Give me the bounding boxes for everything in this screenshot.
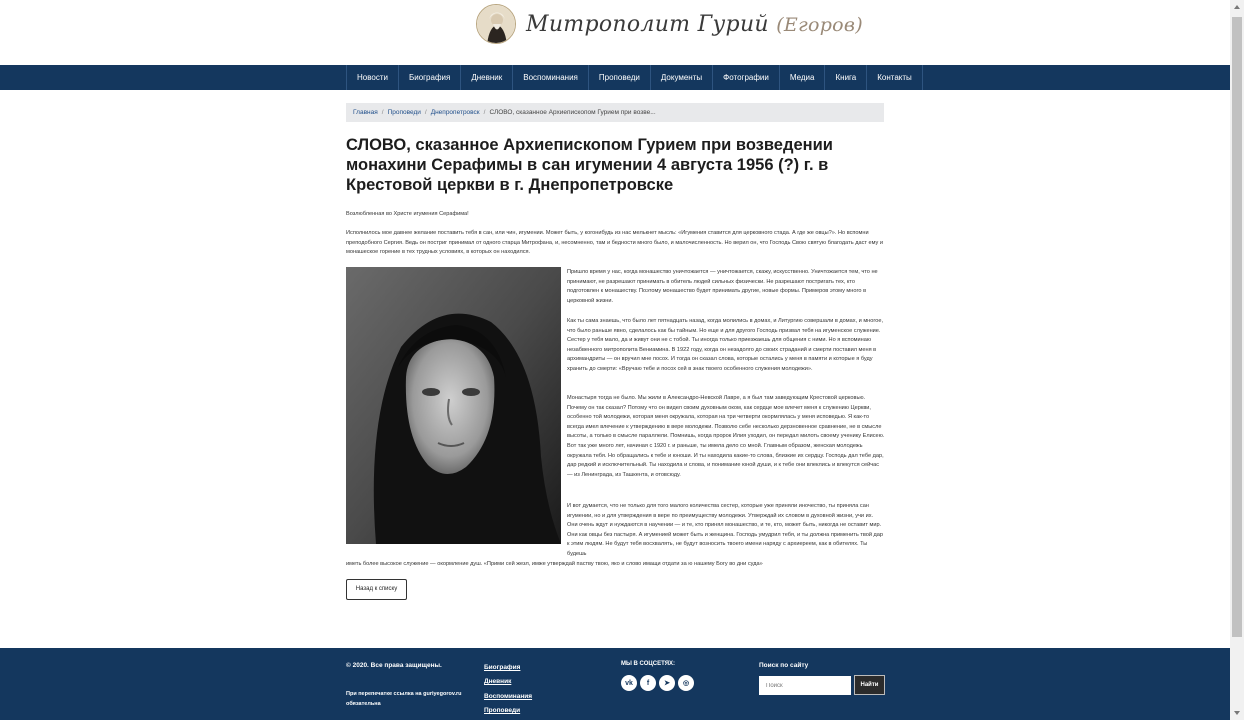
- nav-item-book[interactable]: Книга: [825, 65, 867, 90]
- breadcrumb-separator: /: [381, 109, 384, 116]
- scroll-down-icon[interactable]: [1230, 706, 1244, 720]
- footer-links: [484, 661, 532, 718]
- footer-social-title: МЫ В СОЦСЕТЯХ:: [621, 661, 676, 667]
- article-title: СЛОВО, сказанное Архиепископом Гурием при возведении монахини Серафимы в сан игумении 4 августа 1956 (?) г. в Крестовой церкви в г. Днепропетровске: [346, 136, 833, 194]
- nav-item-news[interactable]: Новости: [347, 65, 399, 90]
- nav-item-media[interactable]: Медиа: [780, 65, 826, 90]
- article-greeting: Возлюбленная во Христе игумения Серафима!: [346, 211, 469, 217]
- footer-copyright: © 2020. Все права защищены.: [346, 662, 442, 669]
- telegram-icon[interactable]: ➤: [659, 675, 675, 691]
- footer-link-sermons[interactable]: Проповеди: [484, 706, 521, 714]
- breadcrumb-separator: /: [483, 109, 486, 116]
- article-paragraph: Пришло время у нас, когда монашество уничтожается — уничтожается, скажу, искусственно. Уничтожается тем, что не принимают, не разрешают принимать в обитель людей сильных физически. Не разрешают постригать тех, кто подготовлен к монашеству. Поэтому монашество будет принимать другие, новые формы. Примеров этому много в церковной жизни.: [567, 269, 878, 304]
- footer-search-title: Поиск по сайту: [759, 662, 809, 669]
- logo-text: [526, 12, 863, 37]
- logo-name: Митрополит Гурий: [526, 11, 769, 37]
- breadcrumb-current: СЛОВО, сказанное Архиепископом Гурием при возве...: [489, 109, 656, 116]
- scroll-up-icon[interactable]: [1230, 0, 1244, 14]
- nav-items: [346, 65, 923, 90]
- facebook-icon[interactable]: f: [640, 675, 656, 691]
- footer-social-icons: [621, 675, 694, 691]
- logo-surname: (Егоров): [776, 13, 863, 36]
- nav-item-memories[interactable]: Воспоминания: [513, 65, 589, 90]
- nav-item-photos[interactable]: Фотографии: [713, 65, 780, 90]
- page-scrollbar[interactable]: [1230, 0, 1244, 720]
- breadcrumb-subsection[interactable]: Днепропетровск: [430, 109, 480, 116]
- footer-link-diary[interactable]: Дневник: [484, 678, 512, 686]
- breadcrumb-home[interactable]: Главная: [353, 109, 378, 116]
- article-paragraph-end: иметь более высокое служение — окормление душ. «Прими сей жезл, имже утверждай паству твою, яко и слово имащи отдати за ю нашему Богу во дни суда»: [346, 561, 763, 567]
- instagram-icon[interactable]: ◎: [678, 675, 694, 691]
- nav-item-diary[interactable]: Дневник: [461, 65, 513, 90]
- nav-item-biography[interactable]: Биография: [399, 65, 461, 90]
- nav-item-contacts[interactable]: Контакты: [867, 65, 923, 90]
- footer-link-memories[interactable]: Воспоминания: [484, 692, 533, 700]
- footer-reprint-note: При перепечатке ссылка на guriyegorov.ru обязательна: [346, 691, 462, 707]
- nav-item-sermons[interactable]: Проповеди: [589, 65, 651, 90]
- back-to-list-button[interactable]: Назад к списку: [346, 579, 407, 600]
- site-header: [0, 0, 1230, 65]
- footer-search-button[interactable]: Найти: [854, 675, 885, 695]
- breadcrumb-section[interactable]: Проповеди: [387, 109, 421, 116]
- vk-icon[interactable]: vk: [621, 675, 637, 691]
- article-photo: [346, 267, 561, 544]
- main-nav: [0, 65, 1230, 90]
- breadcrumb: [346, 103, 884, 122]
- article-intro: Исполнилось мое давнее желание поставить тебя в сан, или чин, игумении. Может быть, у когонибудь из нас мелькнет мысль: «Игумения ставится для церковного стада. А где же овцы?». Но вспомни преподобного Сергия. Ведь он постриг принимал от одного старца Митрофана, и, несомненно, там и бедности много было, и малочисленность. Но верил он, что Господь Свою святую благодать даст ему и монашеское горение в тех трудных условиях, в которых он находился.: [346, 230, 883, 256]
- site-logo[interactable]: [476, 4, 863, 44]
- footer-search-input[interactable]: [759, 676, 851, 695]
- logo-portrait: [476, 4, 516, 44]
- article-paragraph: И вот думается, что не только для того малого количества сестер, которые уже приняли иночество, ты приняла сан игумении, но и для утверждения в вере по преимуществу молодежи. Утверждай их словом в духовной жизни, учи их. Они очень ждут и нуждаются в научении — и те, кто принял монашество, и те, кто, может быть, никогда не оставит мир. Они как овцы без пастыря. А игуменией может быть и женщина. Господь умудрил тебя, и ты должна применить твой дар к этим людям. Не будут тебя восхвалять, не будут возносить твоего имени наряду с архиереем, как в обителях. Ты будешь: [567, 503, 884, 557]
- nav-item-documents[interactable]: Документы: [651, 65, 713, 90]
- scrollbar-thumb[interactable]: [1232, 17, 1242, 637]
- site-footer: [0, 648, 1230, 720]
- footer-link-biography[interactable]: Биография: [484, 664, 521, 671]
- article-paragraph: Как ты сама знаешь, что было лет пятнадцать назад, когда молились в домах, и Литургию совершали в домах, и многое, что было раньше явно, сделалось как бы тайным. Но еще и для другого Господь призвал тебя на игуменское служение. Сестер у тебя мало, да и живут они не с тобой. Ты иногда только приезжаешь для общения с ними. Но я вспоминаю незабвенного митрополита Вениамина. В 1922 году, когда он незадолго до своих страданий и смерти поставил меня в архимандриты — он вручил мне посох. И тогда он сказал слова, которые остались у меня в памяти и которые я буду хранить до смерти: «Вручаю тебе и посох сей в знак твоего особенного служения молодежи».: [567, 318, 884, 372]
- article-paragraph: Монастыря тогда не было. Мы жили в Александро-Невской Лавре, а я был там заведующим Крестовой церковью. Почему он так сказал? Потому что он видел своим духовным оком, как сердце мое влечет меня к служению Церкви, особенно той молодежи, которая меня окружала, которая на три четверти окормлялась у меня исповедью. Я как-то всегда имел влечение к утверждению в вере молодежи. Позволю себе несколько дерзновенное сравнение, не в смысле высоты, а только в смысле параллели. Помнишь, когда пророк Илия уходил, он передал милоть своему ученику Елисею. Вот так уже много лет, начиная с 1920 г. и раньше, ты имела дело со мной. Главным образом, женская молодежь окружала тебя. Но обращались к тебе и юноши. И ты находила какие-то слова, близкие их сердцу. Господь дал тебе дар, дар редкий и исключительный. Ты находила и слова, и понимание юной души, и к тебе они влеклись и влекутся сейчас — из Ленинграда, из Ташкента, и отовсюду.: [567, 395, 885, 478]
- breadcrumb-separator: /: [424, 109, 427, 116]
